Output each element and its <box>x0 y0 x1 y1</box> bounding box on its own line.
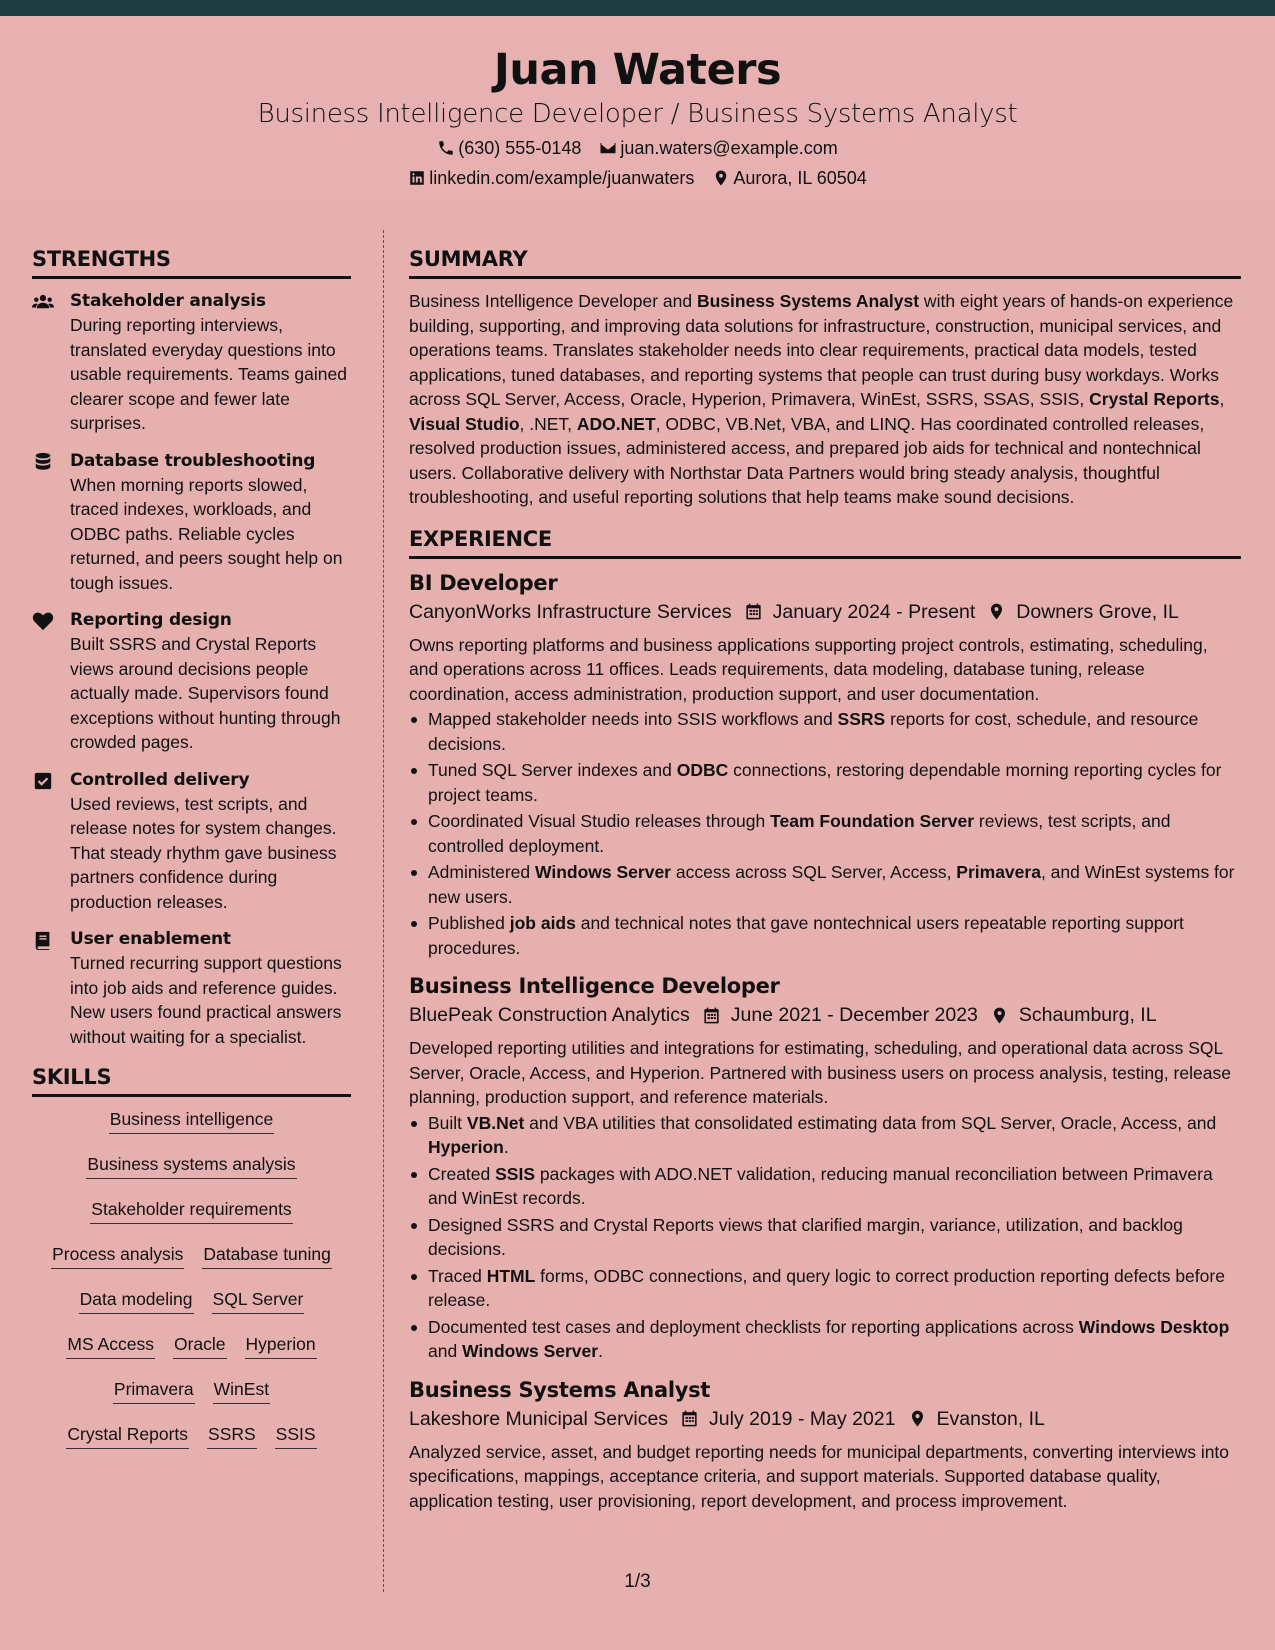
map-pin-icon <box>908 1409 927 1428</box>
skill-tag: Primavera <box>113 1377 195 1404</box>
email-contact[interactable] <box>599 136 837 160</box>
job-meta <box>409 597 1241 627</box>
job-entry <box>409 1376 1241 1514</box>
strength-description: When morning reports slowed, traced indexes, workloads, and ODBC paths. Reliable cycles returned, and peers sought help on tough issues. <box>70 474 343 593</box>
phone-text: (630) 555-0148 <box>458 138 582 158</box>
job-description: Developed reporting utilities and integrations for estimating, scheduling, and operational data across SQL Server, Oracle, Access, and Hyperion. Partnered with business users on process analysis, testing, release planning, production support, and reference materials. <box>409 1038 1231 1107</box>
job-location: Schaumburg, IL <box>1018 1004 1157 1026</box>
list-item: Published job aids and technical notes that gave nontechnical users repeatable reporting support procedures. <box>409 911 1241 960</box>
database-icon <box>32 449 70 596</box>
skill-tag: Data modeling <box>79 1287 194 1314</box>
strength-item <box>32 768 351 915</box>
map-pin-icon <box>712 169 730 187</box>
strength-description: Turned recurring support questions into job aids and reference guides. New users found practical answers without waiting for a specialist. <box>70 953 342 1047</box>
strength-title: User enablement <box>70 929 231 949</box>
phone-icon <box>437 139 455 157</box>
checkbox-icon <box>32 768 70 915</box>
phone-contact[interactable] <box>437 136 581 160</box>
job-company: Lakeshore Municipal Services <box>409 1407 669 1430</box>
job-location: Evanston, IL <box>936 1407 1045 1430</box>
skill-tag: MS Access <box>66 1332 155 1359</box>
calendar-icon <box>680 1409 699 1428</box>
job-dates: January 2024 - Present <box>772 600 976 623</box>
job-title: BI Developer <box>409 570 558 595</box>
job-meta <box>409 1000 1241 1030</box>
job-entry <box>409 972 1241 1364</box>
list-item: Administered Windows Server access across SQL Server, Access, Primavera, and WinEst systems for new users. <box>409 860 1241 909</box>
linkedin-contact[interactable] <box>408 166 694 190</box>
skill-row <box>32 1422 351 1467</box>
strength-title: Controlled delivery <box>70 769 250 790</box>
summary-heading: SUMMARY <box>409 244 1241 279</box>
job-entry <box>409 569 1241 961</box>
job-meta <box>409 1404 1241 1434</box>
skill-tag: Business systems analysis <box>86 1152 296 1179</box>
job-bullets <box>409 1111 1241 1364</box>
list-item: Designed SSRS and Crystal Reports views that clarified margin, variance, utilization, and backlog decisions. <box>409 1213 1241 1262</box>
users-icon <box>32 289 70 436</box>
list-item: Built VB.Net and VBA utilities that consolidated estimating data from SQL Server, Oracle, Access, and Hyperion. <box>409 1111 1241 1160</box>
skill-tag: Business intelligence <box>109 1107 274 1134</box>
map-pin-icon <box>990 1006 1009 1025</box>
strength-item <box>32 927 351 1049</box>
left-column <box>32 244 351 1467</box>
column-divider <box>383 230 384 1592</box>
linkedin-text: linkedin.com/example/juanwaters <box>429 168 695 188</box>
skill-row <box>32 1242 351 1287</box>
calendar-icon <box>744 602 763 621</box>
list-item: Documented test cases and deployment checklists for reporting applications across Windows Desktop and Windows Server. <box>409 1315 1241 1364</box>
skill-tag: Oracle <box>173 1332 227 1359</box>
skill-tag: Process analysis <box>51 1242 184 1269</box>
list-item: Mapped stakeholder needs into SSIS workflows and SSRS reports for cost, schedule, and resource decisions. <box>409 707 1241 756</box>
skill-row <box>32 1107 351 1152</box>
job-description: Owns reporting platforms and business applications supporting project controls, estimating, scheduling, and operations across 11 offices. Leads requirements, data modeling, database tuning, release coordination, access administration, production support, and user documentation. <box>409 634 1208 704</box>
job-location: Downers Grove, IL <box>1016 600 1179 623</box>
list-item: Created SSIS packages with ADO.NET validation, reducing manual reconciliation between Primavera and WinEst records. <box>409 1162 1241 1211</box>
envelope-icon <box>599 139 617 157</box>
job-dates: June 2021 - December 2023 <box>730 1004 978 1026</box>
strengths-list <box>32 289 351 1049</box>
skills-heading: SKILLS <box>32 1062 351 1097</box>
skill-tag: Database tuning <box>202 1242 331 1269</box>
resume-header <box>0 16 1275 204</box>
strength-item <box>32 289 351 436</box>
strength-item <box>32 449 351 596</box>
right-column <box>409 244 1241 1513</box>
calendar-icon <box>702 1006 721 1025</box>
page-number: 1/3 <box>624 1571 651 1592</box>
list-item: Tuned SQL Server indexes and ODBC connections, restoring dependable morning reporting cycles for project teams. <box>409 758 1241 807</box>
linkedin-icon <box>408 169 426 187</box>
location-contact <box>712 166 866 190</box>
skill-row <box>32 1152 351 1197</box>
list-item: Coordinated Visual Studio releases through Team Foundation Server reviews, test scripts, and controlled deployment. <box>409 809 1241 858</box>
job-dates: July 2019 - May 2021 <box>709 1407 896 1430</box>
book-icon <box>32 927 70 1049</box>
skill-tag: WinEst <box>213 1377 270 1404</box>
skill-row <box>32 1377 351 1422</box>
heart-icon <box>32 608 70 755</box>
candidate-name: Juan Waters <box>493 45 782 95</box>
skills-list <box>32 1107 351 1467</box>
strength-description: Built SSRS and Crystal Reports views around decisions people actually made. Supervisors found exceptions without hunting through crowded pages. <box>70 634 341 752</box>
skill-tag: SQL Server <box>212 1287 305 1314</box>
strength-description: During reporting interviews, translated everyday questions into usable requirements. Teams gained clearer scope and fewer late surprises. <box>70 315 347 433</box>
skill-tag: SSRS <box>207 1422 257 1449</box>
skill-row <box>32 1197 351 1242</box>
list-item: Traced HTML forms, ODBC connections, and query logic to correct production reporting defects before release. <box>409 1264 1241 1313</box>
job-title: Business Intelligence Developer <box>409 974 780 998</box>
strength-item <box>32 608 351 755</box>
skill-tag: Crystal Reports <box>66 1422 189 1449</box>
contact-row-2 <box>0 166 1275 190</box>
job-bullets <box>409 707 1241 960</box>
location-text: Aurora, IL 60504 <box>733 168 867 188</box>
experience-list <box>409 569 1241 1514</box>
job-title: Business Systems Analyst <box>409 1377 711 1402</box>
candidate-title: Business Intelligence Developer / Business Systems Analyst <box>257 99 1018 129</box>
strengths-heading: STRENGTHS <box>32 244 351 279</box>
contact-row-1 <box>0 136 1275 160</box>
experience-heading: EXPERIENCE <box>409 524 1241 559</box>
strength-title: Reporting design <box>70 610 232 630</box>
skill-tag: Stakeholder requirements <box>90 1197 292 1224</box>
skill-row <box>32 1287 351 1332</box>
job-company: CanyonWorks Infrastructure Services <box>409 600 732 623</box>
map-pin-icon <box>987 602 1006 621</box>
skill-tag: Hyperion <box>245 1332 317 1359</box>
strength-title: Stakeholder analysis <box>70 291 266 311</box>
skill-row <box>32 1332 351 1377</box>
strength-description: Used reviews, test scripts, and release notes for system changes. That steady rhythm gave business partners confidence during production releases. <box>70 793 337 912</box>
job-description: Analyzed service, asset, and budget reporting needs for municipal departments, converting interviews into specifications, mappings, acceptance criteria, and support materials. Supported database quality, application testing, user provisioning, report development, and process improvement. <box>409 1441 1230 1511</box>
summary-text: Business Intelligence Developer and Business Systems Analyst with eight years of hands-on experience building, supporting, and improving data solutions for infrastructure, construction, municipal services, and operations teams. Translates stakeholder needs into clear requirements, practical data models, tested applications, tuned databases, and reporting systems that people can trust during busy workdays. Works across SQL Server, Access, Oracle, Hyperion, Primavera, WinEst, SSRS, SSAS, SSIS, Crystal Reports, Visual Studio, .NET, ADO.NET, ODBC, VB.Net, VBA, and LINQ. Has coordinated controlled releases, resolved production issues, administered access, and prepared job aids for technical and nontechnical users. Collaborative delivery with Northstar Data Partners would bring steady analysis, thoughtful troubleshooting, and useful reporting solutions that help teams make sound decisions. <box>409 291 1234 507</box>
email-text: juan.waters@example.com <box>620 138 838 158</box>
skill-tag: SSIS <box>275 1422 317 1449</box>
job-company: BluePeak Construction Analytics <box>409 1004 690 1026</box>
strength-title: Database troubleshooting <box>70 450 316 471</box>
top-accent-bar <box>0 0 1275 16</box>
